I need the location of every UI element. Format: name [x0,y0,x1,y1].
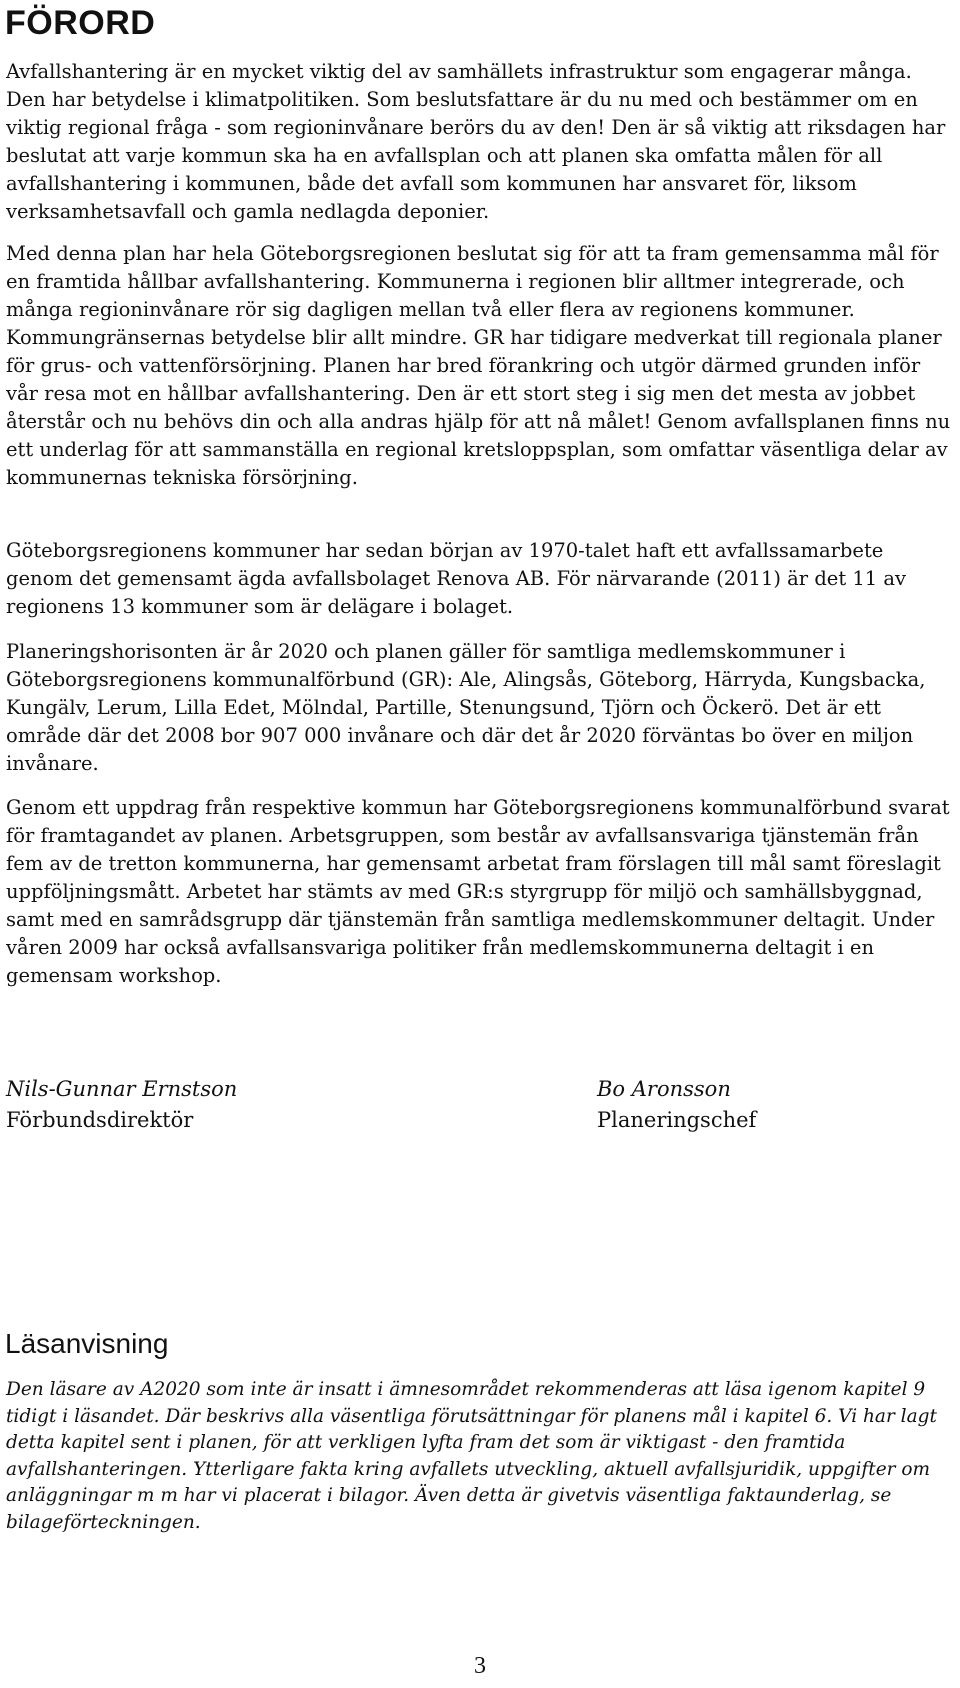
signature-role: Förbundsdirektör [6,1108,194,1132]
signature-block-left [6,1074,237,1136]
page-title: FÖRORD [5,4,156,42]
page-number: 3 [474,1653,486,1679]
signature-name: Bo Aronsson [597,1077,731,1101]
signature-block-right [597,1074,756,1136]
signature-role: Planeringschef [597,1108,757,1132]
signature-name: Nils-Gunnar Ernstson [6,1077,238,1101]
reading-guide-heading: Läsanvisning [5,1328,169,1359]
reading-guide-text: Den läsare av A2020 som inte är insatt i ämnesområdet rekommenderas att läsa igenom kapitel 9 tidigt i läsandet. Där beskrivs alla väsentliga förutsättningar för planens mål i kapitel 6. Vi har lagt detta kapitel sent i planen, för att verkligen lyfta fram det som är viktigast - den framtida avfallshanteringen. Ytterligare fakta kring avfallets utveckling, aktuell avfallsjuridik, uppgifter om anläggningar m m har vi placerat i bilagor. Även detta är givetvis väsentliga faktaunderlag, se bilageförteckningen. [6,1379,937,1533]
paragraph-intro: Avfallshantering är en mycket viktig del av samhällets infrastruktur som engagerar många. Den har betydelse i klimatpolitiken. Som beslutsfattare är du nu med och bestämmer om en viktig regional fråga - som regioninvånare berörs du av den! Den är så viktig att riksdagen har beslutat att varje kommun ska ha en avfallsplan och att planen ska omfatta målen för all avfallshantering i kommunen, både det avfall som kommunen har ansvaret för, liksom verksamhetsavfall och gamla nedlagda deponier. [6,60,946,223]
paragraph-working-group: Genom ett uppdrag från respektive kommun har Göteborgsregionens kommunalförbund svarat för framtagandet av planen. Arbetsgruppen, som består av avfallsansvariga tjänstemän från fem av de tretton kommunerna, har gemensamt arbetat fram förslagen till mål samt föreslagit uppföljningsmått. Arbetet har stämts av med GR:s styrgrupp för miljö och samhällsbyggnad, samt med en samrådsgrupp där tjänstemän från samtliga medlemskommuner deltagit. Under våren 2009 har också avfallsansvariga politiker från medlemskommunerna deltagit i en gemensam workshop. [6,796,950,987]
paragraph-planning-horizon: Planeringshorisonten är år 2020 och planen gäller för samtliga medlemskommuner i Göteborgsregionens kommunalförbund (GR): Ale, Alingsås, Göteborg, Härryda, Kungsbacka, Kungälv, Lerum, Lilla Edet, Mölndal, Partille, Stenungsund, Tjörn och Öckerö. Det är ett område där det 2008 bor 907 000 invånare och där det år 2020 förväntas bo över en miljon invånare. [6,640,926,775]
paragraph-regional-plan: Med denna plan har hela Göteborgsregionen beslutat sig för att ta fram gemensamma mål för en framtida hållbar avfallshantering. Kommunerna i regionen blir alltmer integrerade, och många regioninvånare rör sig dagligen mellan två eller flera av regionens kommuner. Kommungränsernas betydelse blir allt mindre. GR har tidigare medverkat till regionala planer för grus- och vattenförsörjning. Planen har bred förankring och utgör därmed grunden inför vår resa mot en hållbar avfallshantering. Den är ett stort steg i sig men det mesta av jobbet återstår och nu behövs din och alla andras hjälp för att nå målet! Genom avfallsplanen finns nu ett underlag för att sammanställa en regional kretsloppsplan, som omfattar väsentliga delar av kommunernas tekniska försörjning. [6,242,951,489]
paragraph-renova: Göteborgsregionens kommuner har sedan början av 1970-talet haft ett avfallssamarbete genom det gemensamt ägda avfallsbolaget Renova AB. För närvarande (2011) är det 11 av regionens 13 kommuner som är delägare i bolaget. [6,539,907,618]
